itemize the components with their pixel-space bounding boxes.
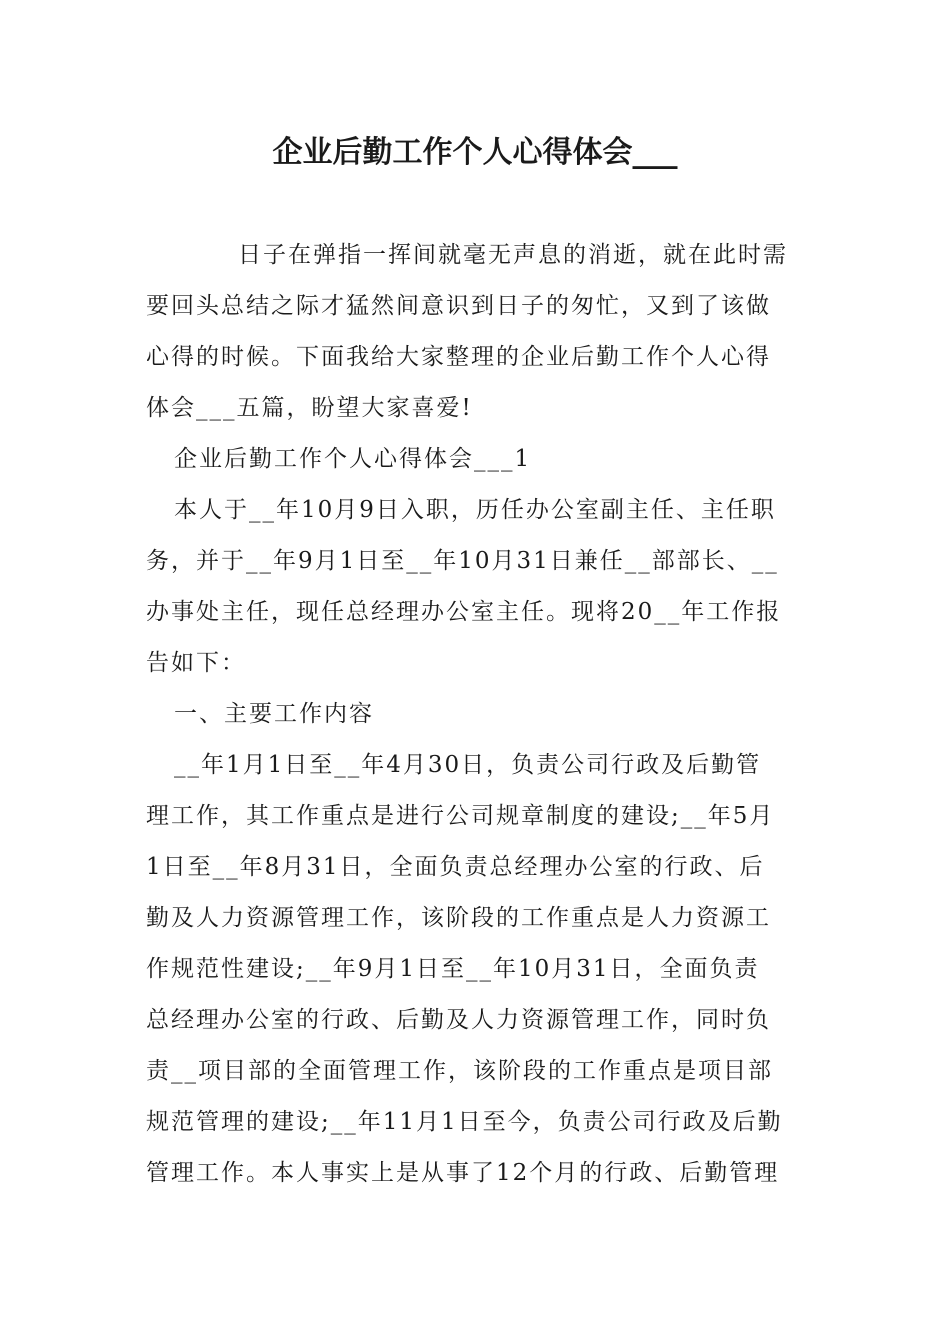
- paragraph-line: 总经理办公室的行政、后勤及人力资源管理工作，同时负: [146, 1007, 771, 1033]
- paragraph-line: 理工作，其工作重点是进行公司规章制度的建设;__年5月: [146, 803, 775, 829]
- paragraph-line: 办事处主任，现任总经理办公室主任。现将20__年工作报: [146, 599, 782, 625]
- document-title: 企业后勤工作个人心得体会___: [272, 135, 678, 170]
- section-heading: 企业后勤工作个人心得体会___1: [174, 446, 532, 472]
- paragraph-line: 1日至__年8月31日，全面负责总经理办公室的行政、后: [146, 854, 765, 880]
- paragraph-line: 告如下：: [146, 650, 246, 676]
- document-body: [146, 230, 808, 1199]
- paragraph-line: 心得的时候。下面我给大家整理的企业后勤工作个人心得: [146, 344, 771, 370]
- paragraph-line: 规范管理的建设;__年11月1日至今，负责公司行政及后勤: [146, 1109, 783, 1135]
- paragraph-line: 体会___五篇，盼望大家喜爱!: [146, 395, 473, 421]
- section-heading: 一、主要工作内容: [174, 701, 374, 727]
- paragraph-line: 本人于__年10月9日入职，历任办公室副主任、主任职: [174, 497, 776, 523]
- paragraph-line: 作规范性建设;__年9月1日至__年10月31日，全面负责: [146, 956, 760, 982]
- paragraph-line: 管理工作。本人事实上是从事了12个月的行政、后勤管理: [146, 1160, 780, 1186]
- paragraph-line: __年1月1日至__年4月30日，负责公司行政及后勤管: [174, 752, 762, 778]
- paragraph-line: 勤及人力资源管理工作，该阶段的工作重点是人力资源工: [146, 905, 771, 931]
- paragraph-line: 务，并于__年9月1日至__年10月31日兼任__部部长、__: [146, 548, 779, 574]
- paragraph-line: 责__项目部的全面管理工作，该阶段的工作重点是项目部: [146, 1058, 773, 1084]
- paragraph-line: 日子在弹指一挥间就毫无声息的消逝，就在此时需: [238, 242, 788, 268]
- paragraph-line: 要回头总结之际才猛然间意识到日子的匆忙，又到了该做: [146, 293, 771, 319]
